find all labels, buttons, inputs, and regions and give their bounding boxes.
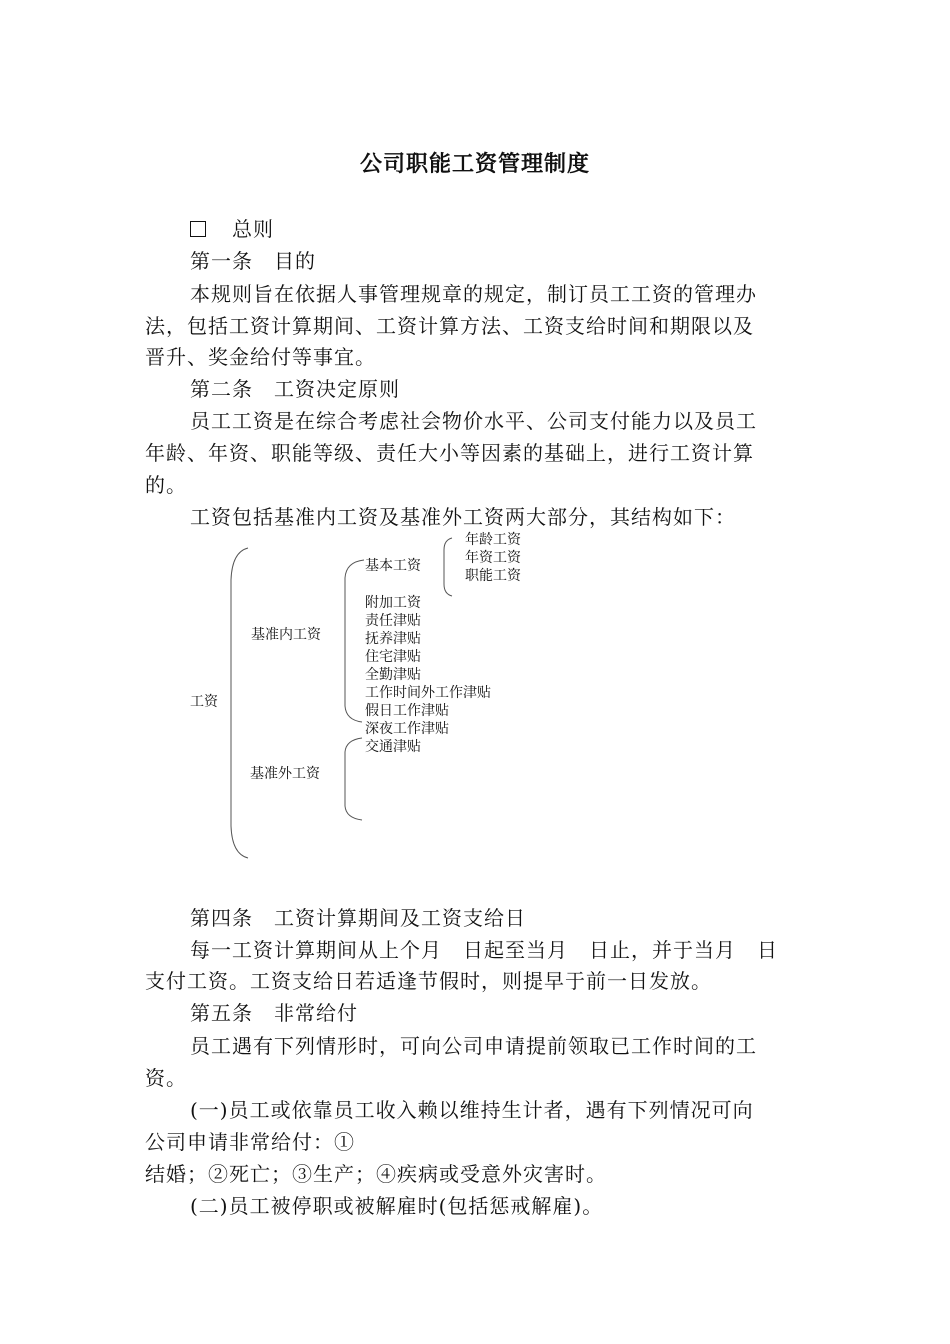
article-2-heading: 第二条 工资决定原则 xyxy=(190,377,400,401)
article-2-text: 的。 xyxy=(145,473,187,497)
diagram-allowance-item: 深夜工作津贴 xyxy=(365,721,449,737)
article-2-text: 工资包括基准内工资及基准外工资两大部分，其结构如下： xyxy=(190,505,736,529)
diagram-inner-label: 基准内工资 xyxy=(251,627,321,643)
root-bracket xyxy=(231,548,248,858)
outer-bracket xyxy=(345,738,362,820)
article-1-heading: 第一条 目的 xyxy=(190,249,316,273)
diagram-allowance-item: 住宅津贴 xyxy=(365,649,421,665)
diagram-allowance-item: 责任津贴 xyxy=(365,613,421,629)
diagram-outer-label: 基准外工资 xyxy=(250,766,320,782)
article-4-text: 支付工资。工资支给日若适逢节假时，则提早于前一日发放。 xyxy=(145,969,712,993)
article-5-item: 公司申请非常给付：① xyxy=(145,1130,355,1154)
diagram-basic-item: 年资工资 xyxy=(465,550,521,566)
diagram-allowance-item: 交通津贴 xyxy=(365,739,421,755)
diagram-basic-label: 基本工资 xyxy=(365,558,421,574)
article-5-text: 员工遇有下列情形时，可向公司申请提前领取已工作时间的工 xyxy=(190,1034,757,1058)
article-5-heading: 第五条 非常给付 xyxy=(190,1001,358,1025)
article-1-text: 法，包括工资计算期间、工资计算方法、工资支给时间和期限以及 xyxy=(145,314,754,338)
diagram-basic-item: 职能工资 xyxy=(465,568,521,584)
diagram-allowance-item: 抚养津贴 xyxy=(365,631,421,647)
diagram-allowance-item: 假日工作津贴 xyxy=(365,703,449,719)
diagram-allowance-item: 附加工资 xyxy=(365,595,421,611)
article-5-item: (一)员工或依靠员工收入赖以维持生计者，遇有下列情况可向 xyxy=(190,1098,754,1122)
article-5-text: 资。 xyxy=(145,1066,187,1090)
document-title: 公司职能工资管理制度 xyxy=(359,151,590,177)
diagram-allowance-item: 全勤津贴 xyxy=(365,667,421,683)
diagram-allowance-item: 工作时间外工作津贴 xyxy=(365,685,491,701)
article-5-item: 结婚；②死亡；③生产；④疾病或受意外灾害时。 xyxy=(145,1162,607,1186)
basic-bracket xyxy=(444,538,452,596)
article-1-text: 本规则旨在依据人事管理规章的规定，制订员工工资的管理办 xyxy=(190,282,757,306)
inner-bracket xyxy=(345,560,364,722)
diagram-basic-item: 年龄工资 xyxy=(465,532,521,548)
diagram-root-label: 工资 xyxy=(190,694,218,710)
article-2-text: 年龄、年资、职能等级、责任大小等因素的基础上，进行工资计算 xyxy=(145,441,754,465)
article-1-text: 晋升、奖金给付等事宜。 xyxy=(145,345,376,369)
article-5-item: (二)员工被停职或被解雇时(包括惩戒解雇)。 xyxy=(190,1194,604,1218)
article-4-heading: 第四条 工资计算期间及工资支给日 xyxy=(190,906,526,930)
article-2-text: 员工工资是在综合考虑社会物价水平、公司支付能力以及员工 xyxy=(190,409,757,433)
section-label: 总则 xyxy=(232,217,274,241)
article-4-text: 每一工资计算期间从上个月 日起至当月 日止，并于当月 日 xyxy=(190,938,778,962)
